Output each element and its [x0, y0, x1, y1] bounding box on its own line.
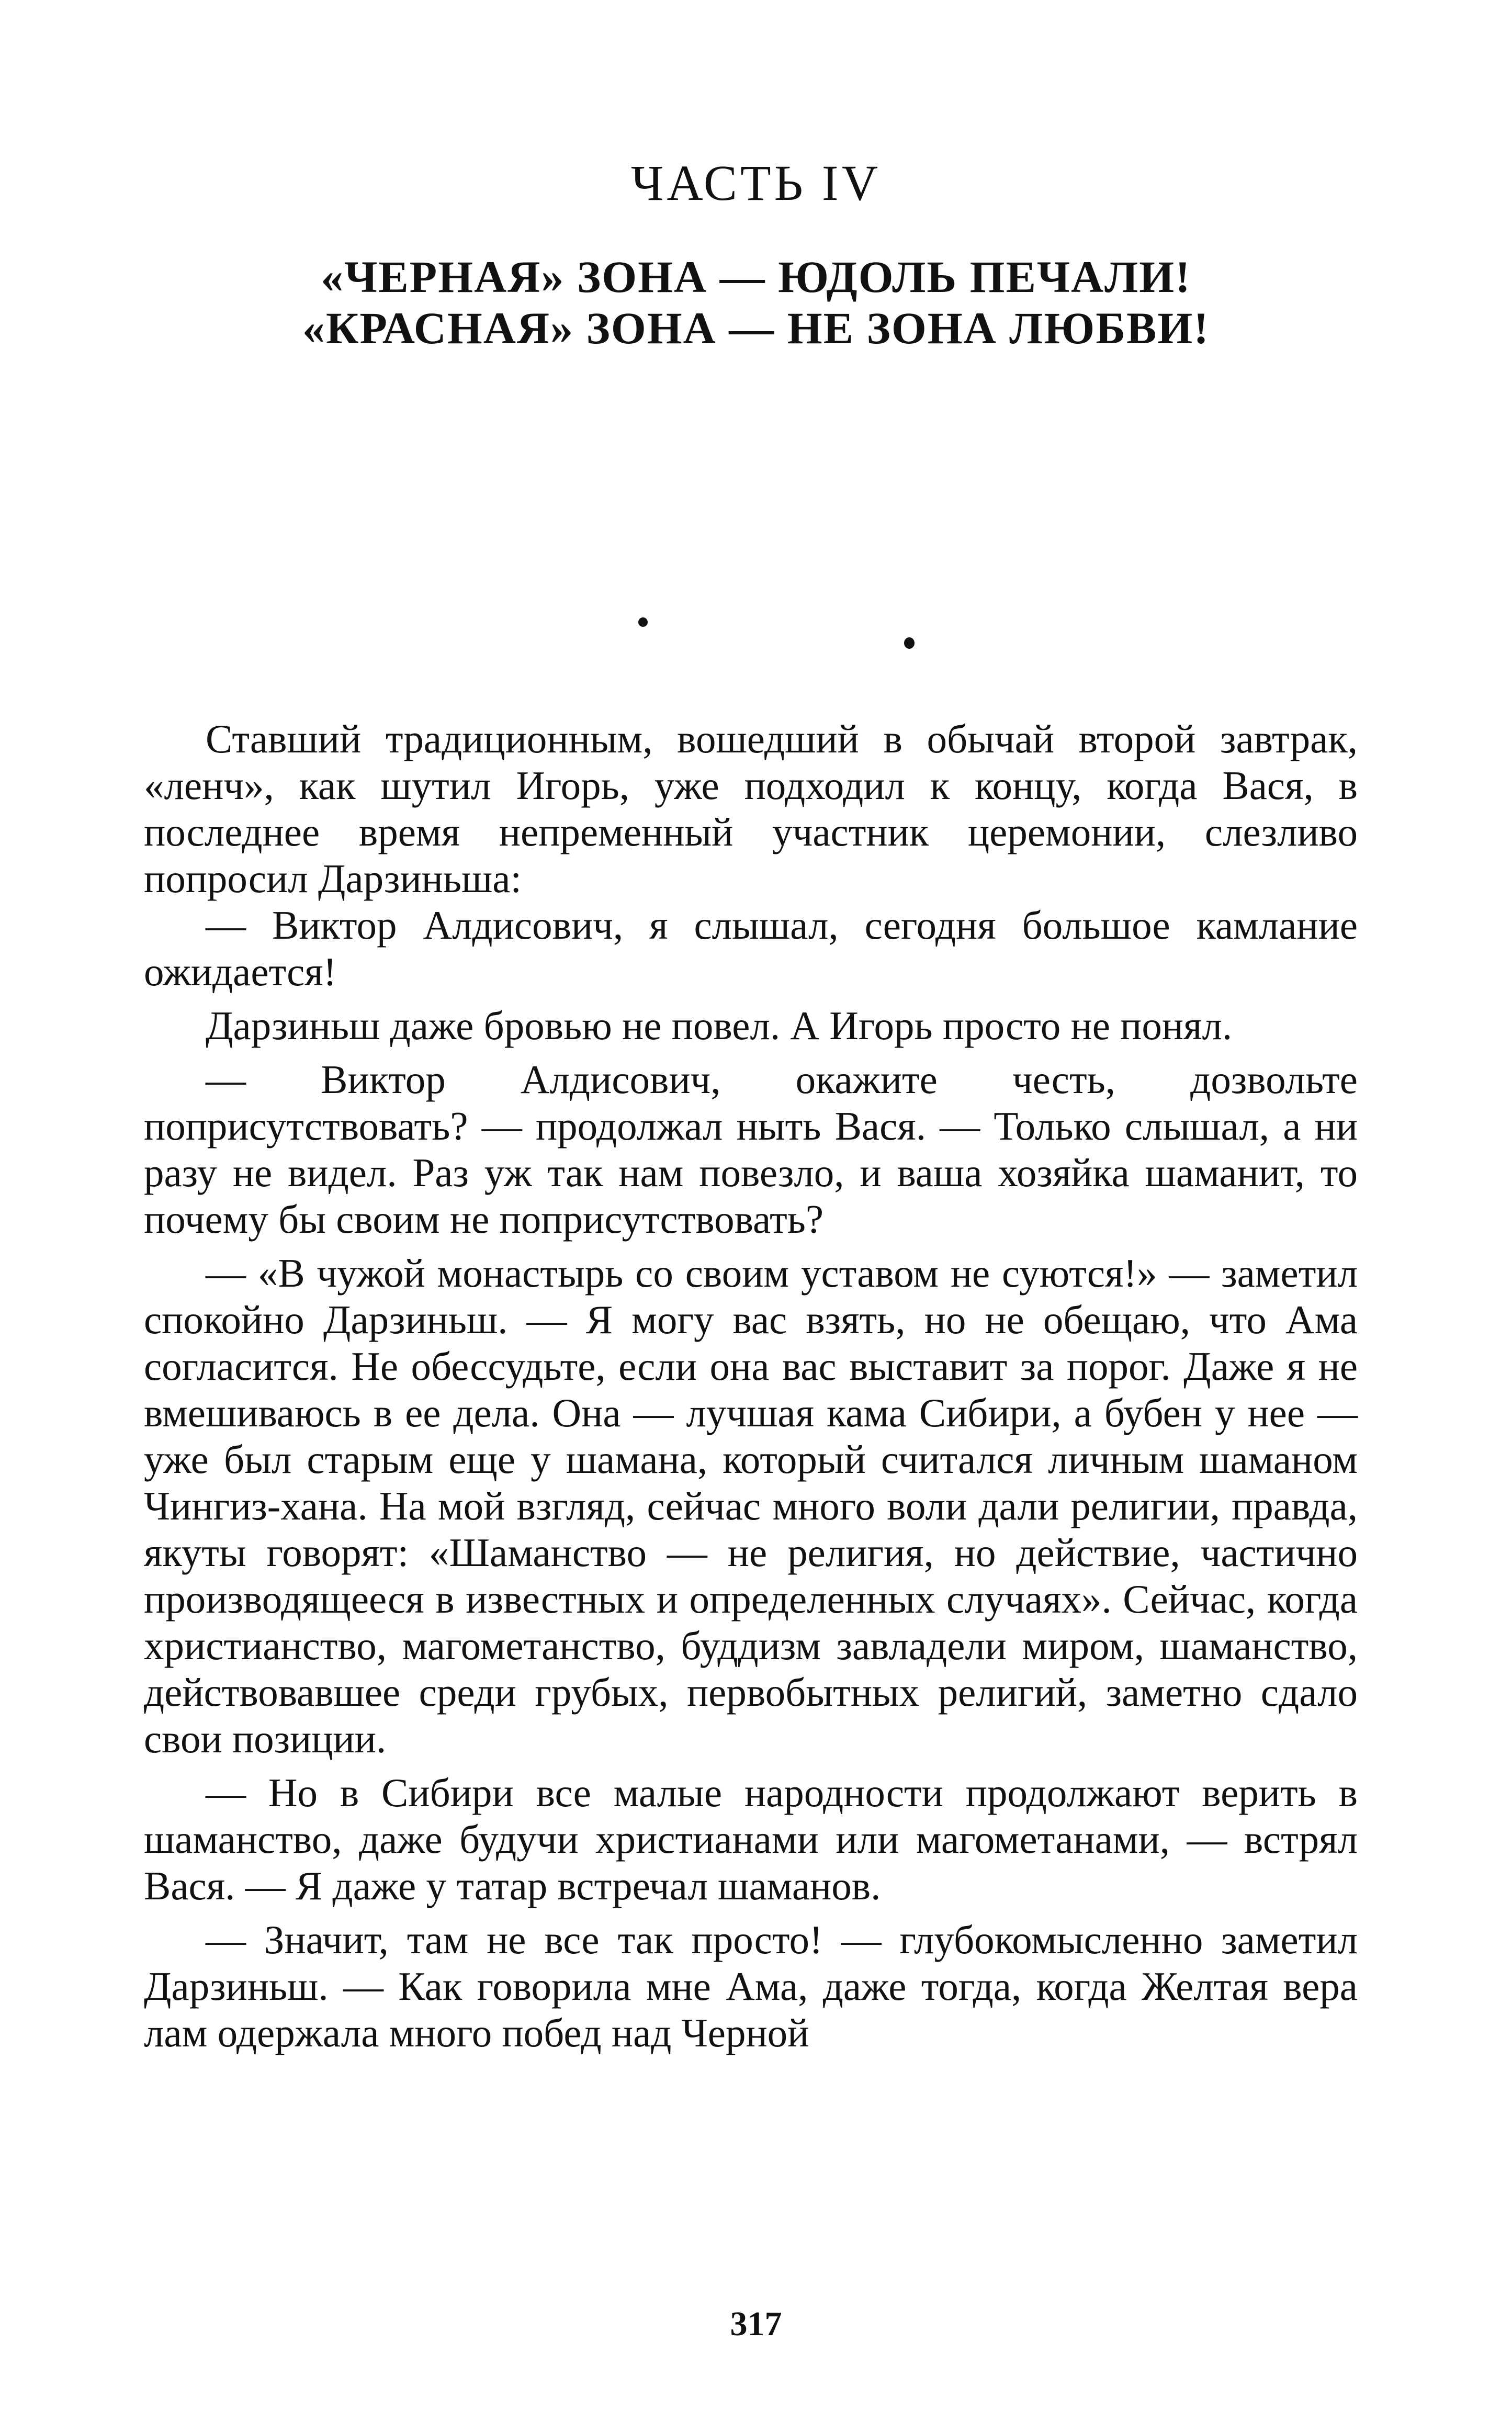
paragraph: — Но в Сибири все малые народности продолжают верить в шаманство, даже будучи христианами или магометанами, — встрял Вася. — Я даже у татар встречал шаманов. — [144, 1770, 1358, 1908]
body-text — [144, 716, 1358, 2056]
paragraph: Дарзиньш даже бровью не повел. А Игорь просто не понял. — [206, 1003, 1233, 1048]
paragraph: — Виктор Алдисович, окажите честь, дозвольте поприсутствовать? — продолжал ныть Вася. — Только слышал, а ни разу не видел. Раз уж так нам повезло, и ваша хозяйка шаманит, то почему бы своим не поприсутствовать? — [144, 1057, 1358, 1242]
paragraph: — Значит, там не все так просто! — глубокомысленно заметил Дарзиньш. — Как говорила мне Ама, даже тогда, когда Желтая вера лам одержала много побед над Черной — [144, 1917, 1358, 2055]
chapter-subtitle — [0, 251, 1512, 354]
paragraph: — «В чужой монастырь со своим уставом не суются!» — заметил спокойно Дарзиньш. — Я могу вас взять, но не обещаю, что Ама согласится. Не обессудьте, если она вас выставит за порог. Даже я не вмешиваюсь в ее дела. Она — лучшая кама Сибири, а бубен у нее — уже был старым еще у шамана, который считался личным шаманом Чингиз-хана. На мой взгляд, сейчас много воли дали религии, правда, якуты говорят: «Шаманство — не религия, но действие, частично производящееся в известных и определенных случаях». Сейчас, когда христианство, магометанство, буддизм завладели миром, шаманство, действовавшее среди грубых, первобытных религий, заметно сдало свои позиции. — [144, 1251, 1358, 1761]
subtitle-line-2: «КРАСНАЯ» ЗОНА — НЕ ЗОНА ЛЮБВИ! — [302, 303, 1210, 353]
ornament-dot — [904, 637, 915, 649]
paragraph: Ставший традиционным, вошедший в обычай второй завтрак, «ленч», как шутил Игорь, уже подходил к концу, когда Вася, в последнее время непременный участник церемонии, слезливо попросил Дарзиньша: — [144, 716, 1358, 901]
part-title: ЧАСТЬ IV — [630, 155, 882, 211]
subtitle-line-1: «ЧЕРНАЯ» ЗОНА — ЮДОЛЬ ПЕЧАЛИ! — [321, 252, 1191, 302]
page-number: 317 — [730, 2305, 782, 2343]
paragraph: — Виктор Алдисович, я слышал, сегодня большое камлание ожидается! — [144, 903, 1358, 994]
ornament-dot — [638, 617, 648, 627]
